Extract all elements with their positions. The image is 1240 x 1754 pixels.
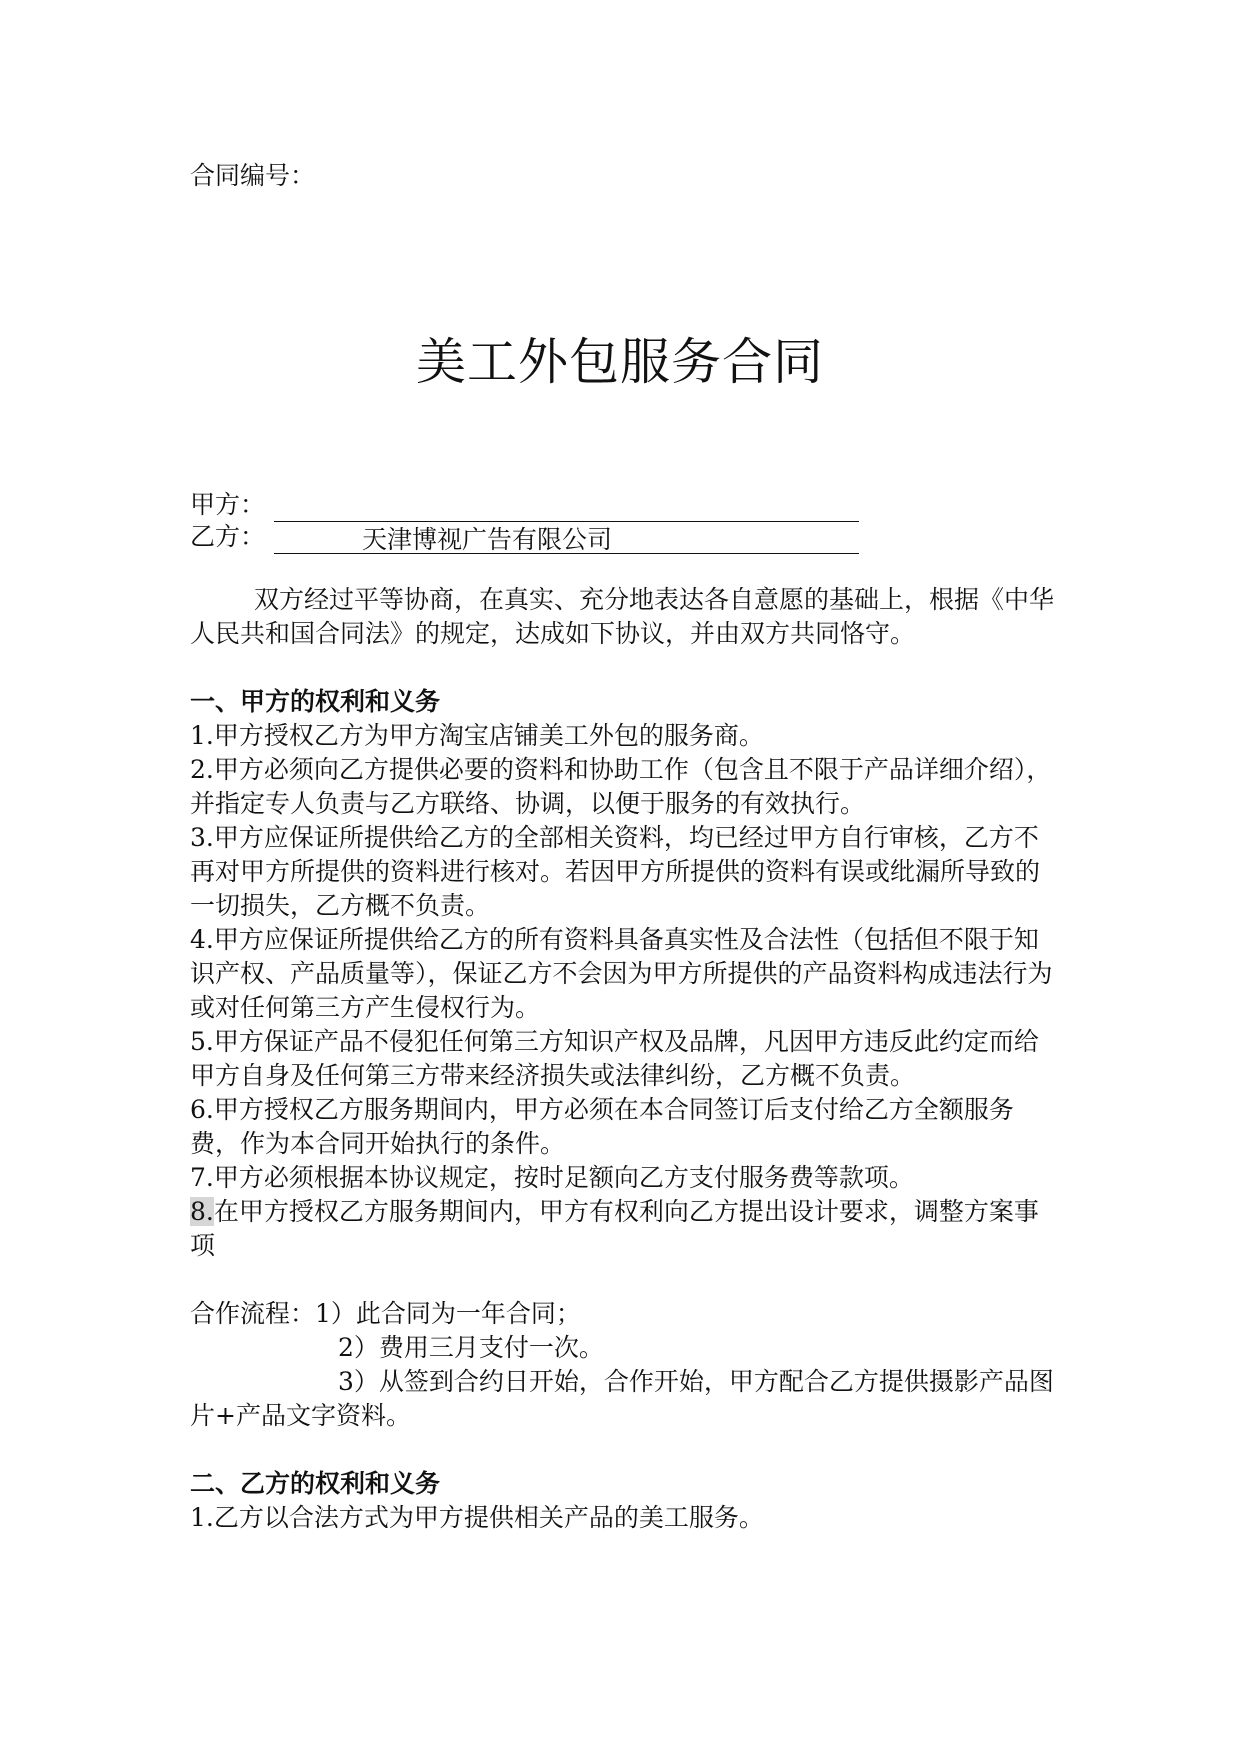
flow-label: 合作流程： (190, 1299, 316, 1328)
contract-number-label: 合同编号： (190, 161, 316, 190)
section-1-heading: 一、甲方的权利和义务 (190, 687, 441, 716)
section-1-item-1: 1.甲方授权乙方为甲方淘宝店铺美工外包的服务商。 (190, 721, 764, 750)
flow-row-3 (190, 1365, 1060, 1433)
section-1-item-6: 6.甲方授权乙方服务期间内，甲方必须在本合同签订后支付给乙方全额服务费，作为本合同开始执行的条件。 (190, 1095, 1014, 1158)
section-1-item-3: 3.甲方应保证所提供给乙方的全部相关资料，均已经过甲方自行审核，乙方不再对甲方所提供的资料进行核对。若因甲方所提供的资料有误或纰漏所导致的一切损失，乙方概不负责。 (190, 823, 1041, 920)
section-1-item-5: 5.甲方保证产品不侵犯任何第三方知识产权及品牌，凡因甲方违反此约定而给甲方自身及任何第三方带来经济损失或法律纠纷，乙方概不负责。 (190, 1027, 1039, 1090)
section-1-item-7: 7.甲方必须根据本协议规定，按时足额向乙方支付服务费等款项。 (190, 1163, 914, 1192)
flow-row-1 (190, 1297, 1060, 1331)
section-2-heading: 二、乙方的权利和义务 (190, 1469, 441, 1498)
party-a-blank-line (274, 491, 859, 522)
section-1-item-8-text: 在甲方授权乙方服务期间内，甲方有权利向乙方提出设计要求，调整方案事项 (190, 1197, 1039, 1260)
party-b-row (190, 520, 859, 554)
flow-step-1: 1）此合同为一年合同； (315, 1299, 581, 1328)
party-a-label: 甲方： (190, 490, 266, 519)
party-b-label: 乙方： (190, 522, 266, 551)
section-1-item-2: 2.甲方必须向乙方提供必要的资料和协助工作（包含且不限于产品详细介绍），并指定专人负责与乙方联络、协调，以便于服务的有效执行。 (190, 755, 1052, 818)
document-title: 美工外包服务合同 (416, 333, 824, 391)
flow-step-2: 2）费用三月支付一次。 (338, 1333, 604, 1362)
contract-body (190, 583, 1060, 1535)
section-1-item-8-number: 8. (190, 1197, 214, 1226)
section-2-item-1: 1.乙方以合法方式为甲方提供相关产品的美工服务。 (190, 1503, 764, 1532)
preamble-paragraph: 双方经过平等协商，在真实、充分地表达各自意愿的基础上，根据《中华人民共和国合同法》的规定，达成如下协议，并由双方共同恪守。 (190, 585, 1055, 648)
section-1-item-8 (190, 1195, 1060, 1263)
flow-step-3: 3）从签到合约日开始，合作开始，甲方配合乙方提供摄影产品图片+产品文字资料。 (190, 1367, 1054, 1430)
section-1-item-4: 4.甲方应保证所提供给乙方的所有资料具备真实性及合法性（包括但不限于知识产权、产品质量等），保证乙方不会因为甲方所提供的产品资料构成违法行为或对任何第三方产生侵权行为。 (190, 925, 1053, 1022)
party-a-row (190, 488, 859, 522)
party-b-name: 天津博视广告有限公司 (274, 523, 859, 554)
cooperation-flow (190, 1297, 1060, 1433)
